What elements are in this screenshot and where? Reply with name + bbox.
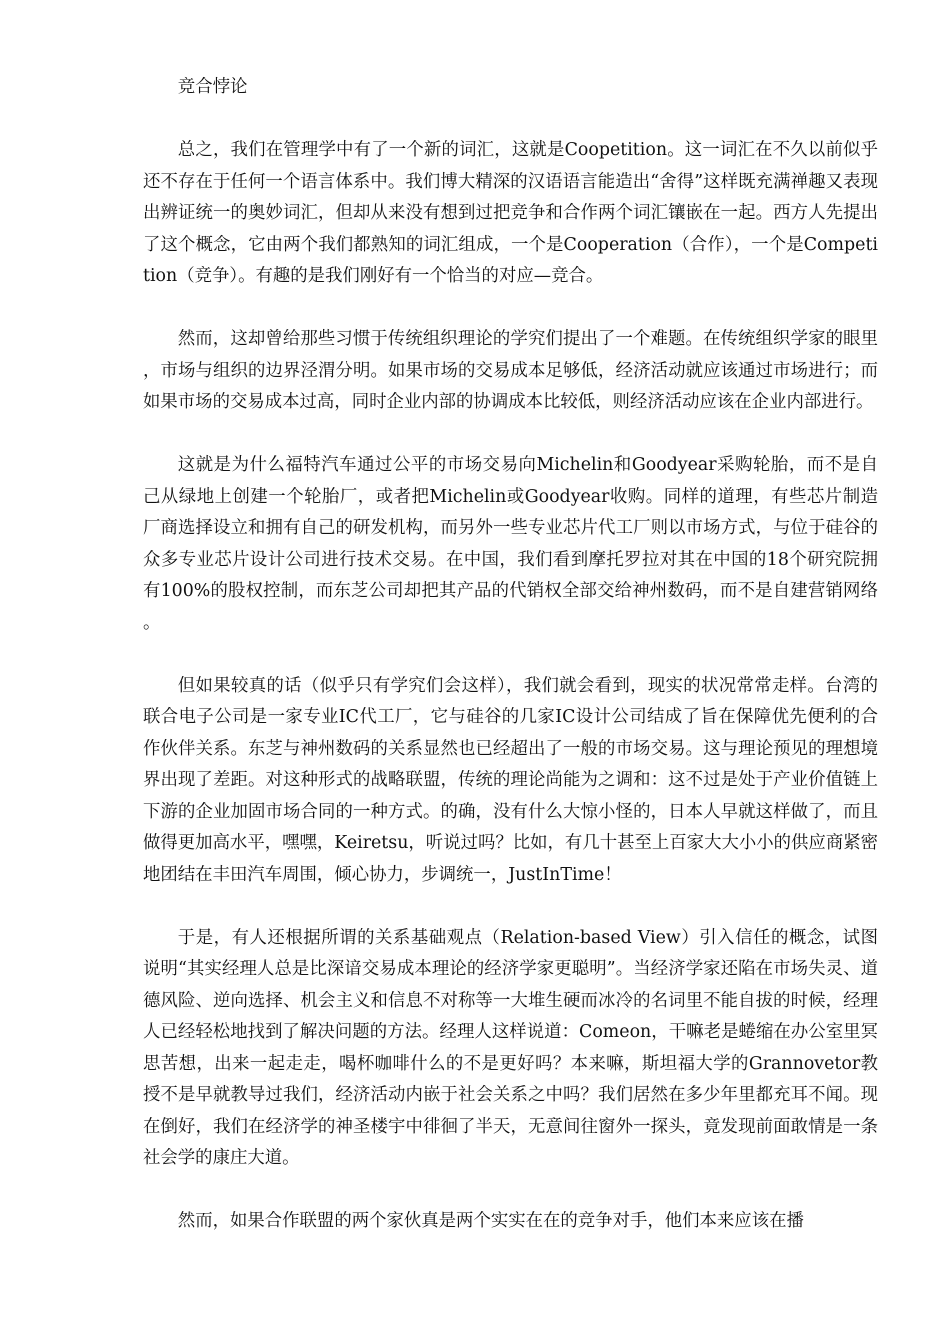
paragraph-competitor-alliance: 然而，如果合作联盟的两个家伙真是两个实实在在的竞争对手，他们本来应该在播: [177, 1211, 804, 1231]
paragraph-traditional-theory: 然而，这却曾给那些习惯于传统组织理论的学究们提出了一个难题。在传统组织学家的眼里，市场与组织的边界泾渭分明。如果市场的交易成本足够低，经济活动就应该通过市场进行；而如果市场的交易成本过高，同时企业内部的协调成本比较低，则经济活动应该在企业内部进行。: [143, 329, 878, 412]
paragraph-reality-gap: 但如果较真的话（似乎只有学究们会这样），我们就会看到，现实的状况常常走样。台湾的联合电子公司是一家专业IC代工厂，它与硅谷的几家IC设计公司结成了旨在保障优先便利的合作伙伴关系。东芝与神州数码的关系显然也已经超出了一般的市场交易。这与理论预见的理想境界出现了差距。对这种形式的战略联盟，传统的理论尚能为之调和：这不过是处于产业价值链上下游的企业加固市场合同的一种方式。的确，没有什么大惊小怪的，日本人早就这样做了，而且做得更加高水平，嘿嘿，Keiretsu，听说过吗？比如，有几十甚至上百家大大小小的供应商紧密地团结在丰田汽车周围，倾心协力，步调统一，JustInTime！: [143, 675, 878, 885]
document-page: [143, 72, 878, 1238]
paragraph-relation-based-view: 于是，有人还根据所谓的关系基础观点（Relation-based View）引入信任的概念，试图说明“其实经理人总是比深谙交易成本理论的经济学家更聪明”。当经济学家还陷在市场失灵、道德风险、逆向选择、机会主义和信息不对称等一大堆生硬而冰冷的名词里不能自拔的时候，经理人已经轻松地找到了解决问题的方法。经理人这样说道：Comeon，干嘛老是蜷缩在办公室里冥思苦想，出来一起走走，喝杯咖啡什么的不是更好吗？本来嘛，斯坦福大学的Grannovetor教授不是早就教导过我们，经济活动内嵌于社会关系之中吗？我们居然在多少年里都充耳不闻。现在倒好，我们在经济学的神圣楼宇中徘徊了半天，无意间往窗外一探头，竟发现前面敢情是一条社会学的康庄大道。: [143, 927, 878, 1168]
paragraph-coopetition-intro: 总之，我们在管理学中有了一个新的词汇，这就是Coopetition。这一词汇在不久以前似乎还不存在于任何一个语言体系中。我们博大精深的汉语语言能造出“舍得”这样既充满禅趣又表现出辨证统一的奥妙词汇，但却从来没有想到过把竞争和合作两个词汇镶嵌在一起。西方人先提出了这个概念，它由两个我们都熟知的词汇组成，一个是Cooperation（合作），一个是Competition（竞争）。有趣的是我们刚好有一个恰当的对应—竞合。: [143, 140, 878, 286]
paragraph-ford-example: 这就是为什么福特汽车通过公平的市场交易向Michelin和Goodyear采购轮胎，而不是自己从绿地上创建一个轮胎厂，或者把Michelin或Goodyear收购。同样的道理，有些芯片制造厂商选择设立和拥有自己的研发机构，而另外一些专业芯片代工厂则以市场方式，与位于硅谷的众多专业芯片设计公司进行技术交易。在中国，我们看到摩托罗拉对其在中国的18个研究院拥有100%的股权控制，而东芝公司却把其产品的代销权全部交给神州数码，而不是自建营销网络。: [143, 455, 878, 633]
document-title: 竞合悖论: [177, 77, 248, 97]
